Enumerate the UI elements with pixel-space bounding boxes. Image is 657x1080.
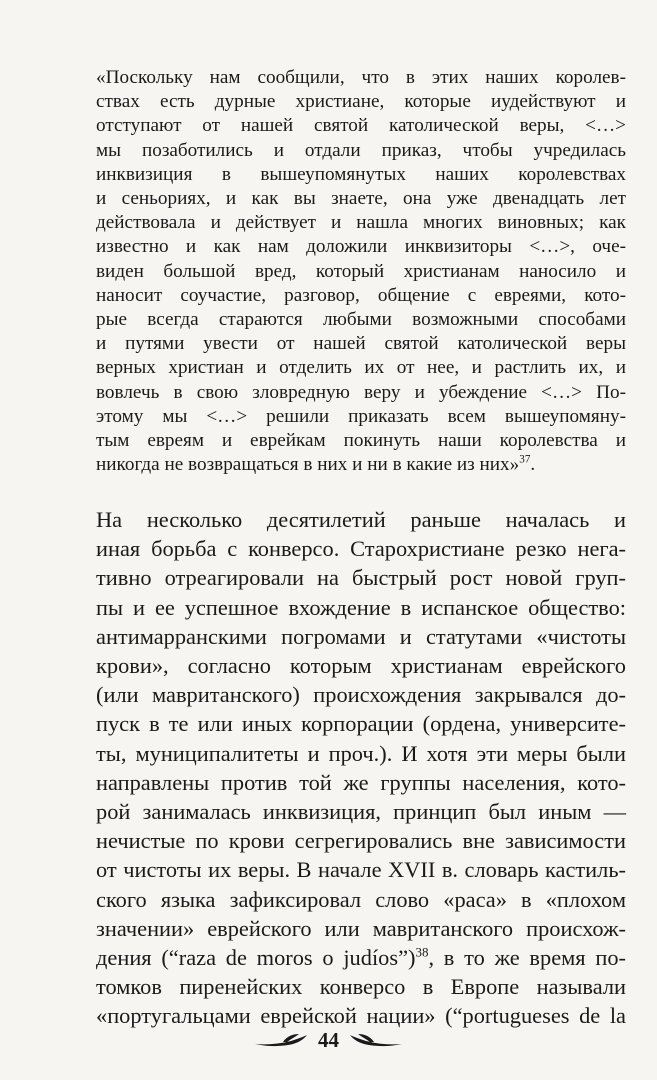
footnote-ref-37: 37 (519, 453, 531, 466)
body-line-footnote (96, 943, 626, 972)
body-line: тивно отреагировали на быстрый рост новой груп- (96, 565, 626, 591)
quote-line: и сеньориях, и как вы знаете, она уже двенадцать лет (96, 188, 626, 210)
body-text (96, 505, 626, 1031)
body-line: от чистоты их веры. В начале XVII в. словарь кастиль- (96, 857, 626, 883)
body-line: ского языка зафиксировал слово «раса» в «плохом (96, 886, 626, 912)
quote-line: и путями увести от нашей святой католической веры (96, 333, 626, 355)
body-line-text: дения (“raza de moros o judíos”) (96, 945, 416, 971)
body-line: пуск в те или иных корпорации (ордена, университе- (96, 711, 626, 737)
quote-line: инквизиция в вышеупомянутых наших королевствах (96, 163, 626, 185)
page-number: 44 (318, 1028, 339, 1053)
quote-line: действовала и действует и нашла многих виновных; как (96, 212, 626, 234)
block-quote (96, 66, 626, 477)
body-line-text: , в то же время по- (428, 945, 626, 971)
body-line: антимарранскими погромами и статутами «чистоты (96, 623, 626, 649)
body-line: томков пиренейских конверсо в Европе называли (96, 974, 626, 1000)
quote-line: этому мы <…> решили приказать всем вышеупомяну- (96, 405, 626, 427)
quote-line: мы позаботились и отдали приказ, чтобы учредилась (96, 139, 626, 161)
quote-line-text: никогда не возвращаться в них и ни в какие из них» (96, 454, 520, 476)
page-footer (0, 1026, 657, 1052)
quote-line: известно и как нам доложили инквизиторы <…>, оче- (96, 236, 626, 258)
body-line: пы и ее успешное вхождение в испанское общество: (96, 594, 626, 620)
body-line: иная борьба с конверсо. Старохристиане резко нега- (96, 536, 626, 562)
ornament-left-icon (253, 1032, 309, 1048)
footnote-ref-38: 38 (415, 944, 429, 960)
body-line: рой занималась инквизиция, принцип был иным — (96, 799, 626, 825)
body-line: (или мавританского) происхождения закрывался до- (96, 682, 626, 708)
quote-line: рые всегда стараются любыми возможными способами (96, 309, 626, 331)
quote-line: тым евреям и еврейкам покинуть наши королевства и (96, 430, 626, 452)
quote-line: виден большой вред, который христианам наносило и (96, 260, 626, 282)
quote-line: отступают от нашей святой католической веры, <…> (96, 115, 626, 137)
quote-line: ствах есть дурные христиане, которые иудействуют и (96, 91, 626, 113)
body-line: ты, муниципалитеты и проч.). И хотя эти меры были (96, 740, 626, 766)
quote-line: «Поскольку нам сообщили, что в этих наших королев- (96, 67, 626, 88)
body-line: крови», согласно которым христианам еврейского (96, 653, 626, 679)
ornament-right-icon (348, 1032, 404, 1048)
body-line: нечистые по крови сегрегировались вне зависимости (96, 828, 626, 854)
body-line: значении» еврейского или мавританского происхож- (96, 915, 626, 941)
quote-line: вовлечь в свою зловредную веру и убеждение <…> По- (96, 381, 626, 403)
body-line: На несколько десятилетий раньше началась и (96, 507, 626, 532)
body-line: «португальцами еврейской нации» (“portugueses de la (96, 1003, 626, 1029)
quote-line-last: никогда не возвращаться в них и ни в какие из них»$^{37}$. (96, 453, 536, 476)
quote-line: наносит соучастие, разговор, общение с евреями, кото- (96, 284, 626, 306)
body-line: направлены против той же группы населения, кото- (96, 769, 626, 795)
quote-line: верных христиан и отделить их от нее, и растлить их, и (96, 357, 626, 379)
